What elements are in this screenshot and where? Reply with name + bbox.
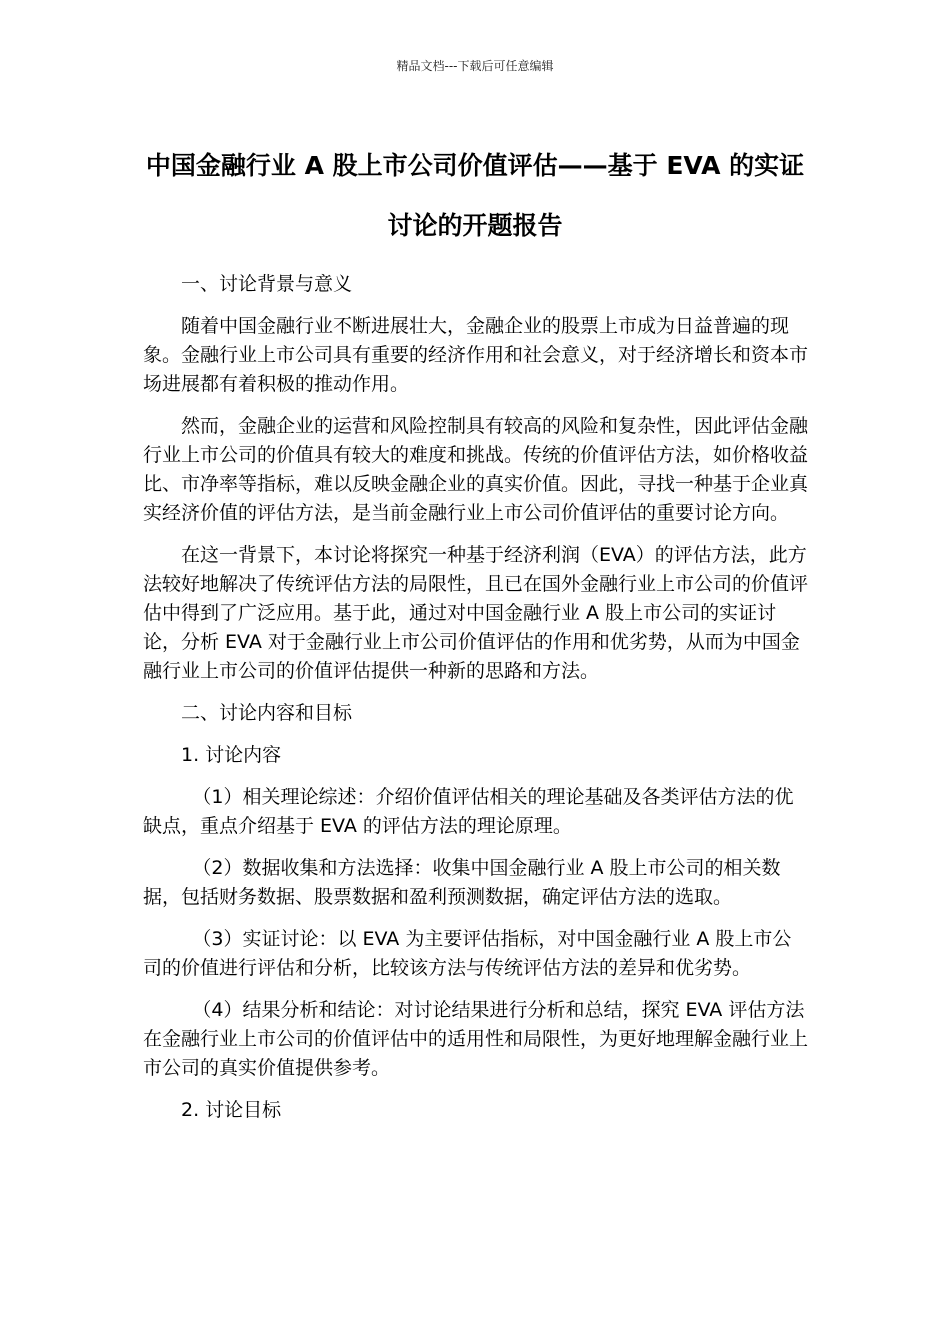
section-heading-content-goals: 二、讨论内容和目标 (181, 702, 353, 724)
document-body (143, 270, 809, 1138)
list-item-conclusion: （4）结果分析和结论：对讨论结果进行分析和总结，探究 EVA 评估方法在金融行业上市公司的价值评估中的适用性和局限性，为更好地理解金融行业上市公司的真实价值提供参考。 (143, 999, 809, 1079)
list-item-data: （2）数据收集和方法选择：收集中国金融行业 A 股上市公司的相关数据，包括财务数据、股票数据和盈利预测数据，确定评估方法的选取。 (143, 857, 781, 908)
list-item-empirical: （3）实证讨论：以 EVA 为主要评估指标，对中国金融行业 A 股上市公司的价值进行评估和分析，比较该方法与传统评估方法的差异和优劣势。 (143, 928, 792, 979)
list-item-theory: （1）相关理论综述：介绍价值评估相关的理论基础及各类评估方法的优缺点，重点介绍基于 EVA 的评估方法的理论原理。 (143, 786, 794, 837)
page-header-note: 精品文档---下载后可任意编辑 (396, 59, 554, 73)
paragraph-background-3: 在这一背景下，本讨论将探究一种基于经济利润（EVA）的评估方法，此方法较好地解决了传统评估方法的局限性，且已在国外金融行业上市公司的价值评估中得到了广泛应用。基于此，通过对中国金融行业 A 股上市公司的实证讨论，分析 EVA 对于金融行业上市公司价值评估的作用和优劣势，从而为中国金融行业上市公司的价值评估提供一种新的思路和方法。 (143, 544, 809, 682)
subheading-content: 1. 讨论内容 (181, 744, 282, 766)
document-title: 中国金融行业 A 股上市公司价值评估——基于 EVA 的实证讨论的开题报告 (145, 151, 805, 240)
subheading-goals: 2. 讨论目标 (181, 1099, 282, 1121)
paragraph-background-1: 随着中国金融行业不断进展壮大，金融企业的股票上市成为日益普遍的现象。金融行业上市公司具有重要的经济作用和社会意义，对于经济增长和资本市场进展都有着积极的推动作用。 (143, 315, 809, 395)
paragraph-background-2: 然而，金融企业的运营和风险控制具有较高的风险和复杂性，因此评估金融行业上市公司的价值具有较大的难度和挑战。传统的价值评估方法，如价格收益比、市净率等指标，难以反映金融企业的真实价值。因此，寻找一种基于企业真实经济价值的评估方法，是当前金融行业上市公司价值评估的重要讨论方向。 (143, 415, 809, 524)
section-heading-background: 一、讨论背景与意义 (181, 273, 353, 295)
